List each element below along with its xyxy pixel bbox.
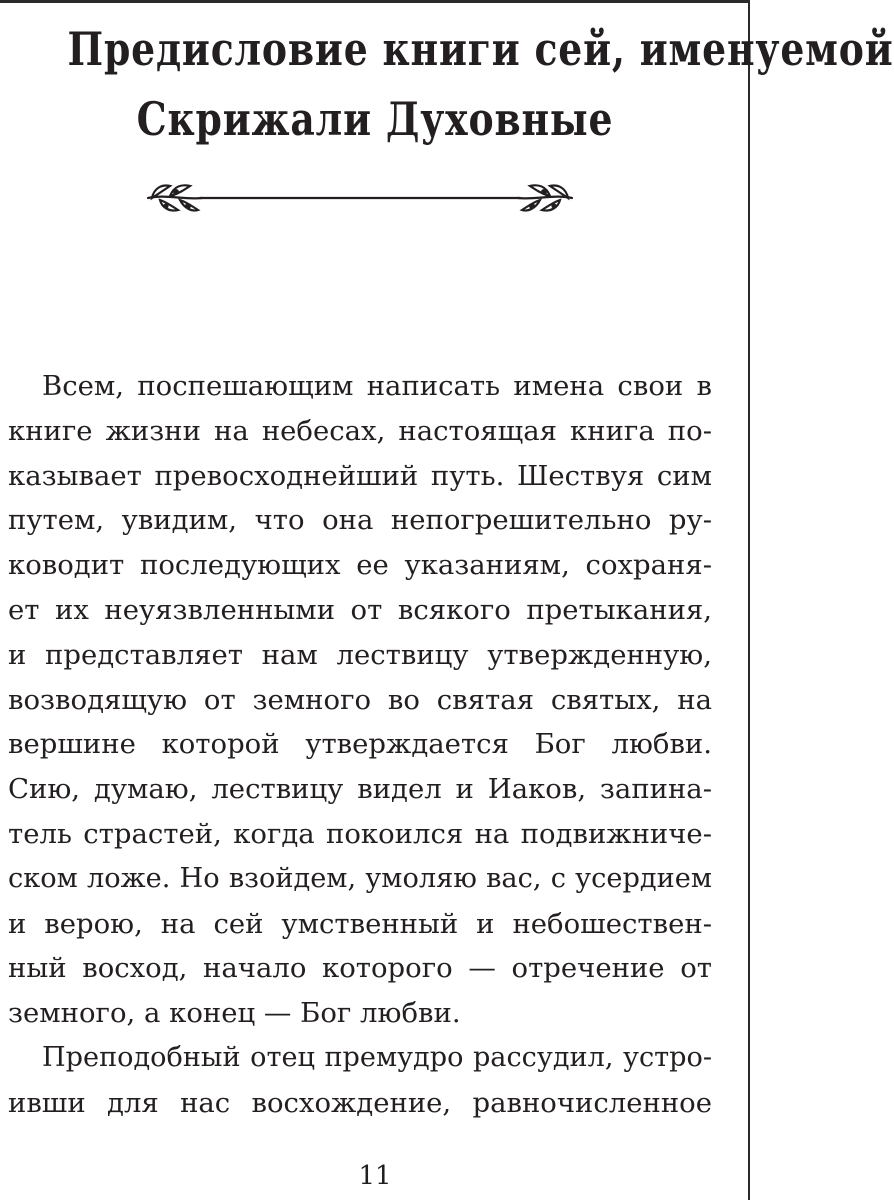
text-line: тель страстей, когда покоился на подвижниче- bbox=[8, 817, 712, 850]
text-line: ный восход, начало которого — отречение от bbox=[8, 952, 712, 985]
text-line: Всем, поспешающим написать имена свои в bbox=[42, 370, 712, 402]
text-line: ководит последующих ее указаниям, сохраня- bbox=[8, 549, 712, 582]
text-line: книге жизни на небесах, настоящая книга по- bbox=[8, 414, 712, 447]
leaf-branch-divider-icon bbox=[140, 176, 580, 226]
text-line: казывает превосходнейший путь. Шествуя сим bbox=[8, 459, 712, 492]
text-line: ивши для нас восхождение, равночисленное bbox=[8, 1086, 712, 1119]
top-border bbox=[0, 0, 750, 3]
text-line: ет их неуязвленными от всякого претыкания, bbox=[8, 593, 712, 626]
chapter-heading bbox=[0, 14, 894, 154]
text-line: Преподобный отец премудро рассудил, устро- bbox=[42, 1041, 712, 1073]
text-line: и верою, на сей умственный и небошествен- bbox=[8, 907, 712, 940]
text-line: и представляет нам лествицу утвержденную, bbox=[8, 638, 712, 671]
text-line: путем, увидим, что она непогрешительно ру- bbox=[8, 504, 712, 537]
text-line: возводящую от земного во святая святых, на bbox=[8, 683, 712, 716]
text-line: вершине которой утверждается Бог любви. bbox=[8, 728, 712, 761]
text-line: ском ложе. Но взойдем, умоляю вас, с усердием bbox=[8, 862, 712, 894]
chapter-heading-line-2: Скрижали Духовные bbox=[136, 92, 614, 146]
chapter-heading-line-1: Предисловие книги сей, именуемой bbox=[67, 22, 894, 76]
text-line: земного, а конец — Бог любви. bbox=[8, 997, 461, 1030]
body-text bbox=[8, 364, 712, 1126]
page-number: 11 bbox=[358, 1161, 392, 1191]
text-line: Сию, думаю, лествицу видел и Иаков, запина- bbox=[8, 773, 712, 806]
right-border bbox=[748, 0, 750, 1200]
